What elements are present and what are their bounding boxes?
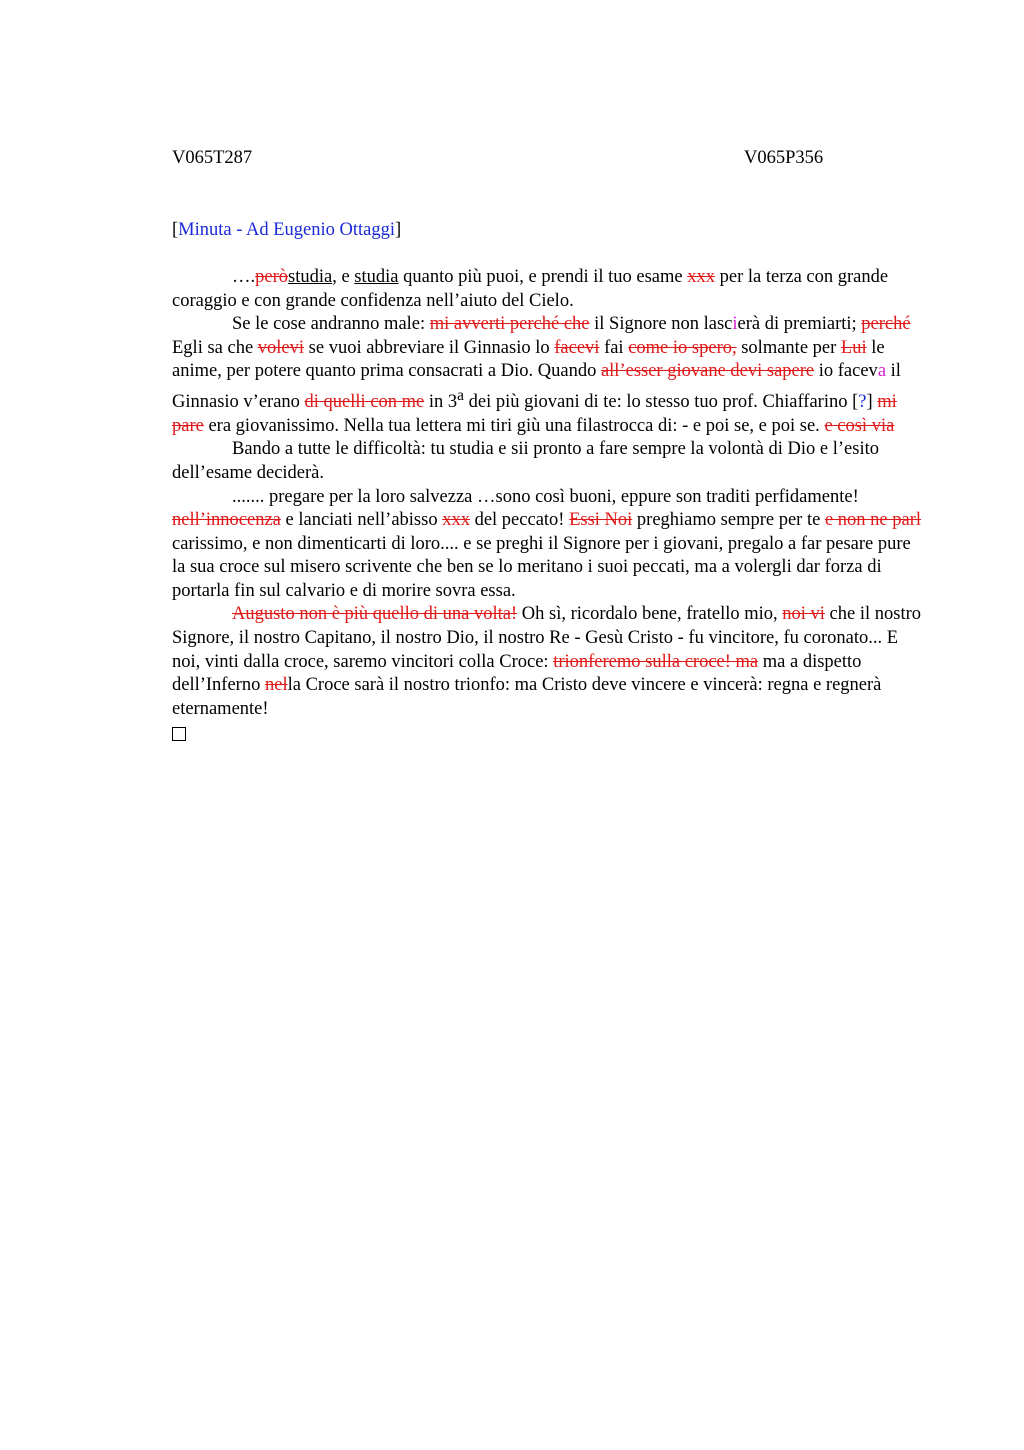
title-text: Minuta - Ad Eugenio Ottaggi bbox=[178, 220, 396, 240]
deleted-text: perché bbox=[861, 314, 911, 335]
text-run: del peccato! bbox=[469, 510, 570, 531]
end-mark bbox=[172, 721, 928, 749]
text-run: Bando a tutte le difficoltà: tu studia e sii pronto a fare sempre la volontà di Dio e l’esito dell’esame deciderà. bbox=[172, 439, 879, 483]
paragraph-4 bbox=[172, 486, 928, 604]
text-run: era giovanissimo. Nella tua lettera mi tiri giù una filastrocca di: - e poi se, e poi se. bbox=[203, 415, 825, 436]
deleted-text: nel bbox=[264, 675, 288, 696]
deleted-text: all’esser giovane devi sapere bbox=[600, 361, 815, 382]
text-run: carissimo, e non dimenticarti di loro.... e se preghi il Signore per i giovani, pregalo a far pesare pure la sua croce sul misero scrivente che ben se lo meritano i suoi peccati, ma a volergli dar forza di portarla fin sul calvario e di morire sovra essa. bbox=[172, 533, 911, 601]
text-run: la Croce sarà il nostro trionfo: ma Cristo deve vincere e vincerà: regna e regnerà eternamente! bbox=[172, 675, 882, 719]
text-run: e lanciati nell’abisso bbox=[280, 510, 443, 531]
text-run: in 3 bbox=[424, 392, 458, 413]
text-run: per la terza con grande coraggio e con grande confidenza nell’aiuto del Cielo. bbox=[172, 267, 889, 311]
document-title bbox=[172, 218, 928, 242]
text-run: dei più giovani di te: lo stesso tuo prof. Chiaffarino [ bbox=[464, 392, 859, 413]
deleted-text: xxx bbox=[687, 267, 715, 287]
paragraph-5 bbox=[172, 603, 928, 721]
deleted-text: facevi bbox=[554, 337, 600, 358]
text-run: , e bbox=[332, 267, 355, 287]
deleted-text: Essi Noi bbox=[569, 510, 633, 531]
deleted-text: e non ne parl bbox=[824, 510, 921, 531]
square-box-icon bbox=[172, 727, 186, 741]
paragraph-3 bbox=[172, 438, 928, 485]
text-run: ....... pregare per la loro salvezza …sono così buoni, eppure son traditi perfidamente! bbox=[232, 486, 859, 507]
title-bracket-open: [ bbox=[172, 220, 179, 240]
text-run: le anime, per potere quanto prima consacrati a Dio. Quando bbox=[172, 337, 885, 382]
deleted-text: come io spero, bbox=[628, 337, 737, 358]
deleted-text: però bbox=[255, 267, 288, 287]
text-run: io facev bbox=[814, 361, 878, 382]
text-run: se vuoi abbreviare il Ginnasio lo bbox=[304, 337, 555, 358]
deleted-text: Augusto non è più quello di una volta! bbox=[232, 604, 518, 625]
paragraph-1 bbox=[172, 266, 928, 313]
text-run: fai bbox=[599, 337, 629, 358]
text-run: Egli sa che bbox=[172, 337, 258, 358]
deleted-text: trionferemo sulla croce! ma bbox=[553, 651, 759, 672]
text-run: che il nostro Signore, il nostro Capitano, il nostro Dio, il nostro Re - Gesù Cristo - fu vincitore, fu coronato... E noi, vinti dalla croce, saremo vincitori colla Croce: bbox=[172, 604, 921, 672]
deleted-text: volevi bbox=[257, 337, 305, 358]
inserted-text: a bbox=[877, 361, 887, 382]
text-run: ma a dispetto dell’Inferno bbox=[172, 651, 862, 696]
text-run: quanto più puoi, e prendi il tuo esame bbox=[398, 267, 688, 287]
text-run: Oh sì, ricordalo bene, fratello mio, bbox=[517, 604, 783, 625]
deleted-text: nell’innocenza bbox=[172, 510, 281, 531]
deleted-text: e così via bbox=[824, 415, 895, 436]
document-page bbox=[172, 146, 928, 749]
underlined-text: studia bbox=[354, 267, 399, 287]
text-run: Se le cose andranno male: bbox=[232, 314, 430, 335]
deleted-text: xxx bbox=[442, 510, 470, 531]
deleted-text: noi vi bbox=[782, 604, 825, 625]
underlined-text: studia bbox=[288, 267, 333, 287]
inserted-text: i bbox=[732, 314, 738, 335]
text-run: erà di premiarti; bbox=[737, 314, 862, 335]
deleted-text: mi avverti perché che bbox=[429, 314, 590, 335]
text-run: preghiamo sempre per te bbox=[632, 510, 825, 531]
header bbox=[172, 146, 928, 170]
document-code-right: V065P356 bbox=[744, 148, 824, 168]
editorial-query: ? bbox=[858, 392, 867, 413]
text-run: il Ginnasio v’erano bbox=[172, 361, 901, 413]
text-run: solmante per bbox=[736, 337, 841, 358]
paragraph-2 bbox=[172, 313, 928, 438]
deleted-text: Lui bbox=[840, 337, 867, 358]
deleted-text: di quelli con me bbox=[304, 392, 425, 413]
deleted-text: mi pare bbox=[172, 392, 897, 436]
text-run: …. bbox=[232, 267, 256, 287]
superscript: a bbox=[457, 386, 464, 404]
text-run: ] bbox=[866, 392, 878, 413]
text-run: il Signore non lasc bbox=[589, 314, 733, 335]
letter-body bbox=[172, 266, 928, 749]
document-code-left: V065T287 bbox=[172, 148, 253, 168]
title-bracket-close: ] bbox=[395, 220, 402, 240]
